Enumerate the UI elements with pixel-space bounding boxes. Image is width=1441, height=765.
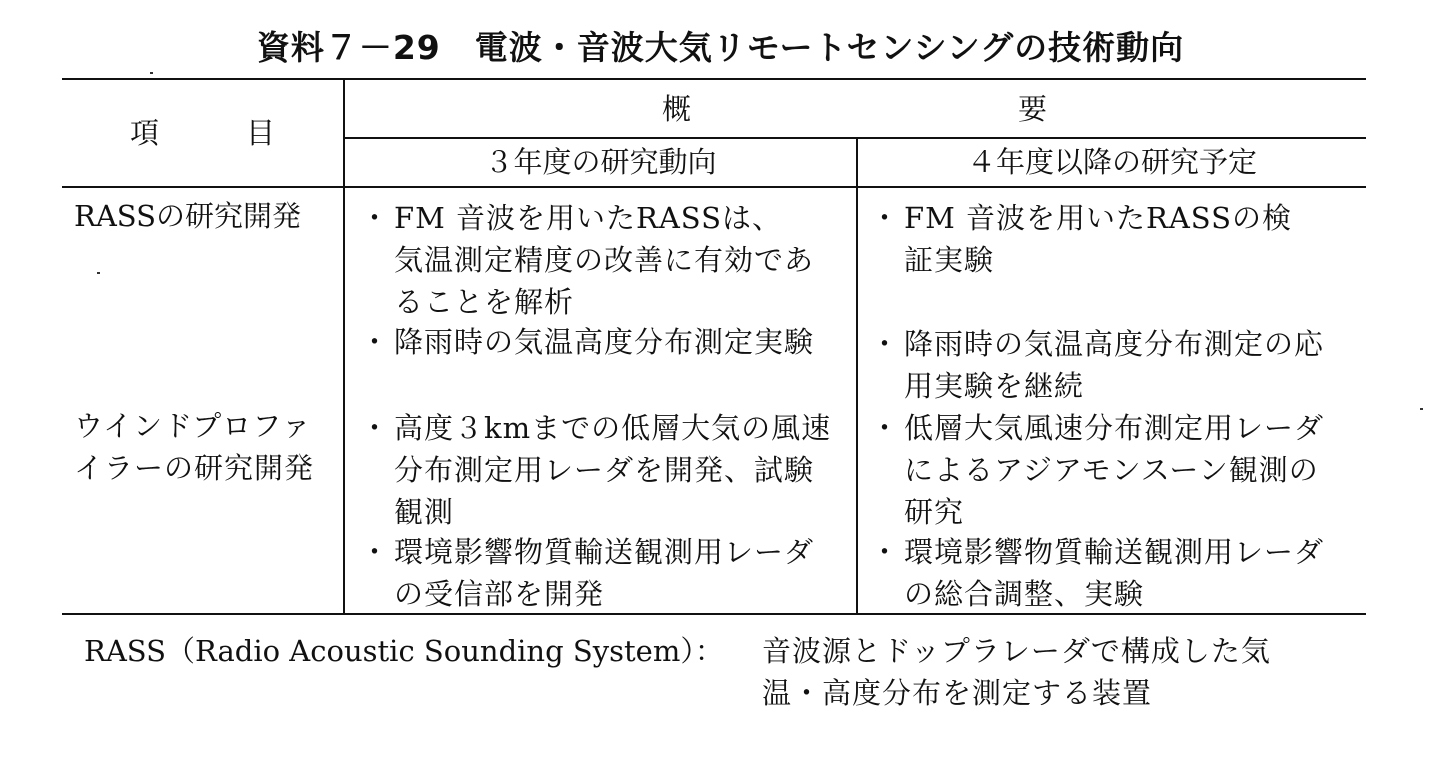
list-item	[360, 321, 854, 363]
list-item	[360, 197, 854, 323]
bullet-mark: ・	[360, 325, 390, 359]
list-item	[870, 407, 1364, 533]
list-item	[360, 407, 854, 533]
future-rass-item-2: 降雨時の気温高度分布測定の応 用実験を継続	[904, 327, 1325, 403]
scan-speck	[150, 72, 153, 74]
header-current-research: ３年度の研究動向	[484, 145, 717, 179]
list-item	[870, 323, 1364, 407]
scan-speck	[1420, 408, 1423, 410]
header-overview-right: 要	[1018, 92, 1048, 126]
table-top-rule	[62, 78, 1366, 80]
bullet-mark: ・	[870, 535, 900, 569]
scan-speck	[97, 272, 100, 274]
list-item	[870, 197, 1364, 281]
header-overview-left: 概	[662, 92, 692, 126]
current-rass-item-2: 降雨時の気温高度分布測定実験	[394, 325, 815, 359]
future-rass-item-1: FM 音波を用いたRASSの検 証実験	[904, 201, 1293, 277]
list-item	[360, 531, 854, 615]
list-item	[870, 531, 1364, 615]
document-title: 資料７－29 電波・音波大気リモートセンシングの技術動向	[256, 28, 1185, 67]
row-item-wind-profiler: ウインドプロファ イラーの研究開発	[74, 409, 315, 485]
footnote-term: RASS（Radio Acoustic Sounding System）：	[84, 634, 724, 668]
row-item-rass: RASSの研究開発	[74, 199, 302, 233]
bullet-mark: ・	[360, 535, 390, 569]
bullet-mark: ・	[870, 411, 900, 445]
period-column-divider	[856, 137, 858, 615]
current-rass-item-1: FM 音波を用いたRASSは、 気温測定精度の改善に有効であ ることを解析	[394, 201, 815, 319]
header-item: 項 目	[129, 116, 275, 150]
header-future-research: ４年度以降の研究予定	[966, 145, 1257, 179]
future-wind-item-1: 低層大気風速分布測定用レーダ によるアジアモンスーン観測の 研究	[904, 411, 1325, 529]
future-wind-item-2: 環境影響物質輸送観測用レーダ の総合調整、実験	[904, 535, 1325, 611]
current-wind-item-2: 環境影響物質輸送観測用レーダ の受信部を開発	[394, 535, 815, 611]
bullet-mark: ・	[360, 201, 390, 235]
overview-header-rule	[344, 137, 1366, 139]
footnote-definition: 音波源とドップラレーダで構成した気 温・高度分布を測定する装置	[762, 634, 1271, 710]
bullet-mark: ・	[360, 411, 390, 445]
header-bottom-rule	[62, 186, 1366, 188]
bullet-mark: ・	[870, 327, 900, 361]
bullet-mark: ・	[870, 201, 900, 235]
current-wind-item-1: 高度３kmまでの低層大気の風速 分布測定用レーダを開発、試験 観測	[394, 411, 832, 529]
